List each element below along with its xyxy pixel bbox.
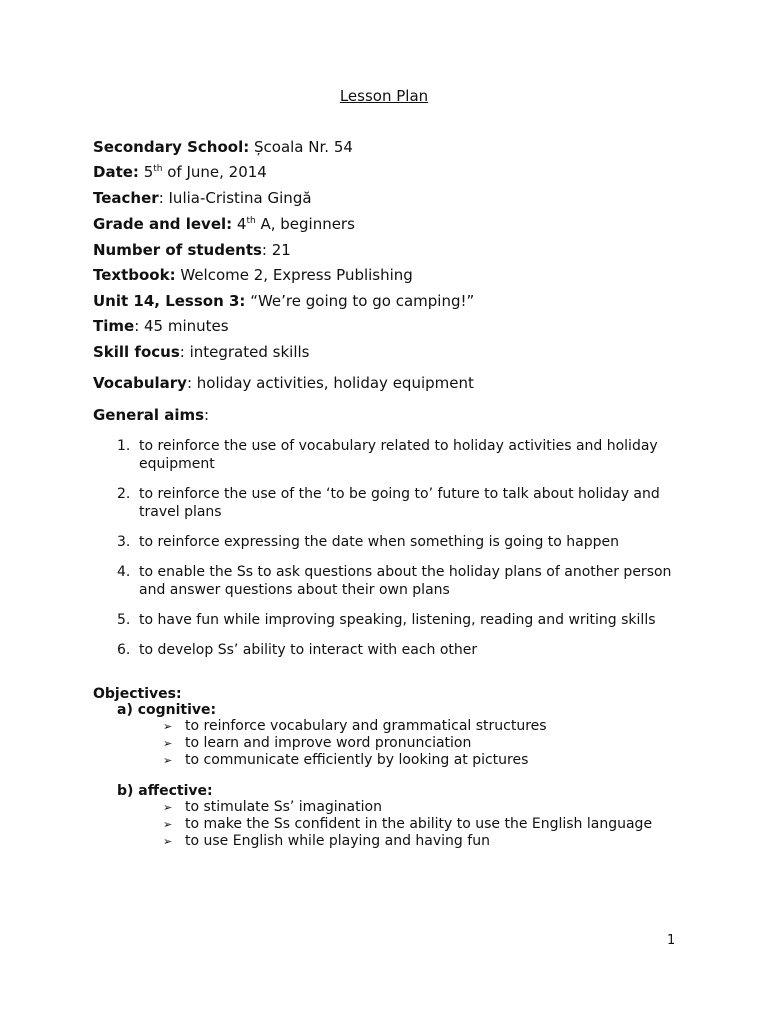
affective-item-text: to stimulate Ss’ imagination xyxy=(185,799,382,815)
affective-item xyxy=(163,799,382,816)
cognitive-item xyxy=(163,735,471,752)
skill-value: : integrated skills xyxy=(179,343,310,361)
aim-number: 1. xyxy=(117,438,131,454)
aim-number: 6. xyxy=(117,642,131,658)
date-label: Date: xyxy=(93,163,139,181)
arrow-bullet-icon: ➢ xyxy=(163,754,173,767)
skill-field xyxy=(93,343,309,361)
aim-text: to have fun while improving speaking, listening, reading and writing skills xyxy=(139,612,656,628)
grade-number: 4 xyxy=(232,215,247,233)
date-suffix: th xyxy=(153,164,163,174)
arrow-bullet-icon: ➢ xyxy=(163,801,173,814)
general-aims-label: General aims xyxy=(93,406,205,424)
teacher-field xyxy=(93,189,312,207)
affective-item-text: to use English while playing and having fun xyxy=(185,833,490,849)
school-field xyxy=(93,138,353,156)
aim-text: to develop Ss’ ability to interact with each other xyxy=(139,642,478,658)
unit-label: Unit 14, Lesson 3: xyxy=(93,292,246,310)
aim-number: 4. xyxy=(117,564,131,580)
textbook-field xyxy=(93,266,413,284)
vocabulary-field xyxy=(93,374,474,392)
arrow-bullet-icon: ➢ xyxy=(163,818,173,831)
grade-rest: A, beginners xyxy=(255,215,355,233)
aim-text: to reinforce the use of the ‘to be going to’ future to talk about holiday and travel plans xyxy=(139,486,660,520)
school-label: Secondary School: xyxy=(93,138,250,156)
unit-field xyxy=(93,292,474,310)
textbook-label: Textbook: xyxy=(93,266,176,284)
time-label: Time xyxy=(93,317,135,335)
aim-item xyxy=(117,533,677,551)
students-label: Number of students xyxy=(93,241,262,259)
cognitive-item-text: to communicate efficiently by looking at pictures xyxy=(185,752,529,768)
grade-label: Grade and level: xyxy=(93,215,233,233)
aim-item xyxy=(117,563,677,599)
grade-field xyxy=(93,215,355,233)
aim-item xyxy=(117,437,677,473)
textbook-value: Welcome 2, Express Publishing xyxy=(175,266,413,284)
teacher-value: : Iulia-Cristina Gingă xyxy=(158,189,312,207)
aim-text: to reinforce the use of vocabulary related to holiday activities and holiday equipment xyxy=(139,438,658,472)
general-aims-heading xyxy=(93,406,209,424)
cognitive-heading: a) cognitive: xyxy=(117,702,217,718)
students-value: : 21 xyxy=(261,241,291,259)
date-field xyxy=(93,163,267,181)
arrow-bullet-icon: ➢ xyxy=(163,737,173,750)
arrow-bullet-icon: ➢ xyxy=(163,835,173,848)
time-field xyxy=(93,317,229,335)
aim-item xyxy=(117,611,677,629)
aim-text: to enable the Ss to ask questions about the holiday plans of another person and answer questions about their own plans xyxy=(139,564,672,598)
aim-number: 3. xyxy=(117,534,131,550)
arrow-bullet-icon: ➢ xyxy=(163,720,173,733)
cognitive-item xyxy=(163,718,547,735)
teacher-label: Teacher xyxy=(93,189,159,207)
aim-number: 5. xyxy=(117,612,131,628)
date-rest: of June, 2014 xyxy=(162,163,267,181)
aim-text: to reinforce expressing the date when something is going to happen xyxy=(139,534,619,550)
affective-item-text: to make the Ss confident in the ability to use the English language xyxy=(185,816,653,832)
cognitive-item-text: to learn and improve word pronunciation xyxy=(185,735,472,751)
vocabulary-value: : holiday activities, holiday equipment xyxy=(186,374,474,392)
affective-heading: b) affective: xyxy=(117,783,213,799)
aim-item xyxy=(117,485,677,521)
skill-label: Skill focus xyxy=(93,343,180,361)
page-number: 1 xyxy=(667,933,676,948)
time-value: : 45 minutes xyxy=(134,317,229,335)
vocabulary-label: Vocabulary xyxy=(93,374,187,392)
affective-item xyxy=(163,816,652,833)
aim-item xyxy=(117,641,677,659)
aim-number: 2. xyxy=(117,486,131,502)
unit-value: “We’re going to go camping!” xyxy=(245,292,475,310)
grade-suffix: th xyxy=(246,216,256,226)
date-day: 5 xyxy=(138,163,154,181)
page-title: Lesson Plan xyxy=(339,87,429,105)
affective-item xyxy=(163,833,490,850)
cognitive-item-text: to reinforce vocabulary and grammatical structures xyxy=(185,718,547,734)
students-field xyxy=(93,241,291,259)
general-aims-colon: : xyxy=(204,406,210,424)
school-value: Școala Nr. 54 xyxy=(249,138,353,156)
objectives-heading: Objectives: xyxy=(93,686,182,702)
cognitive-item xyxy=(163,752,528,769)
